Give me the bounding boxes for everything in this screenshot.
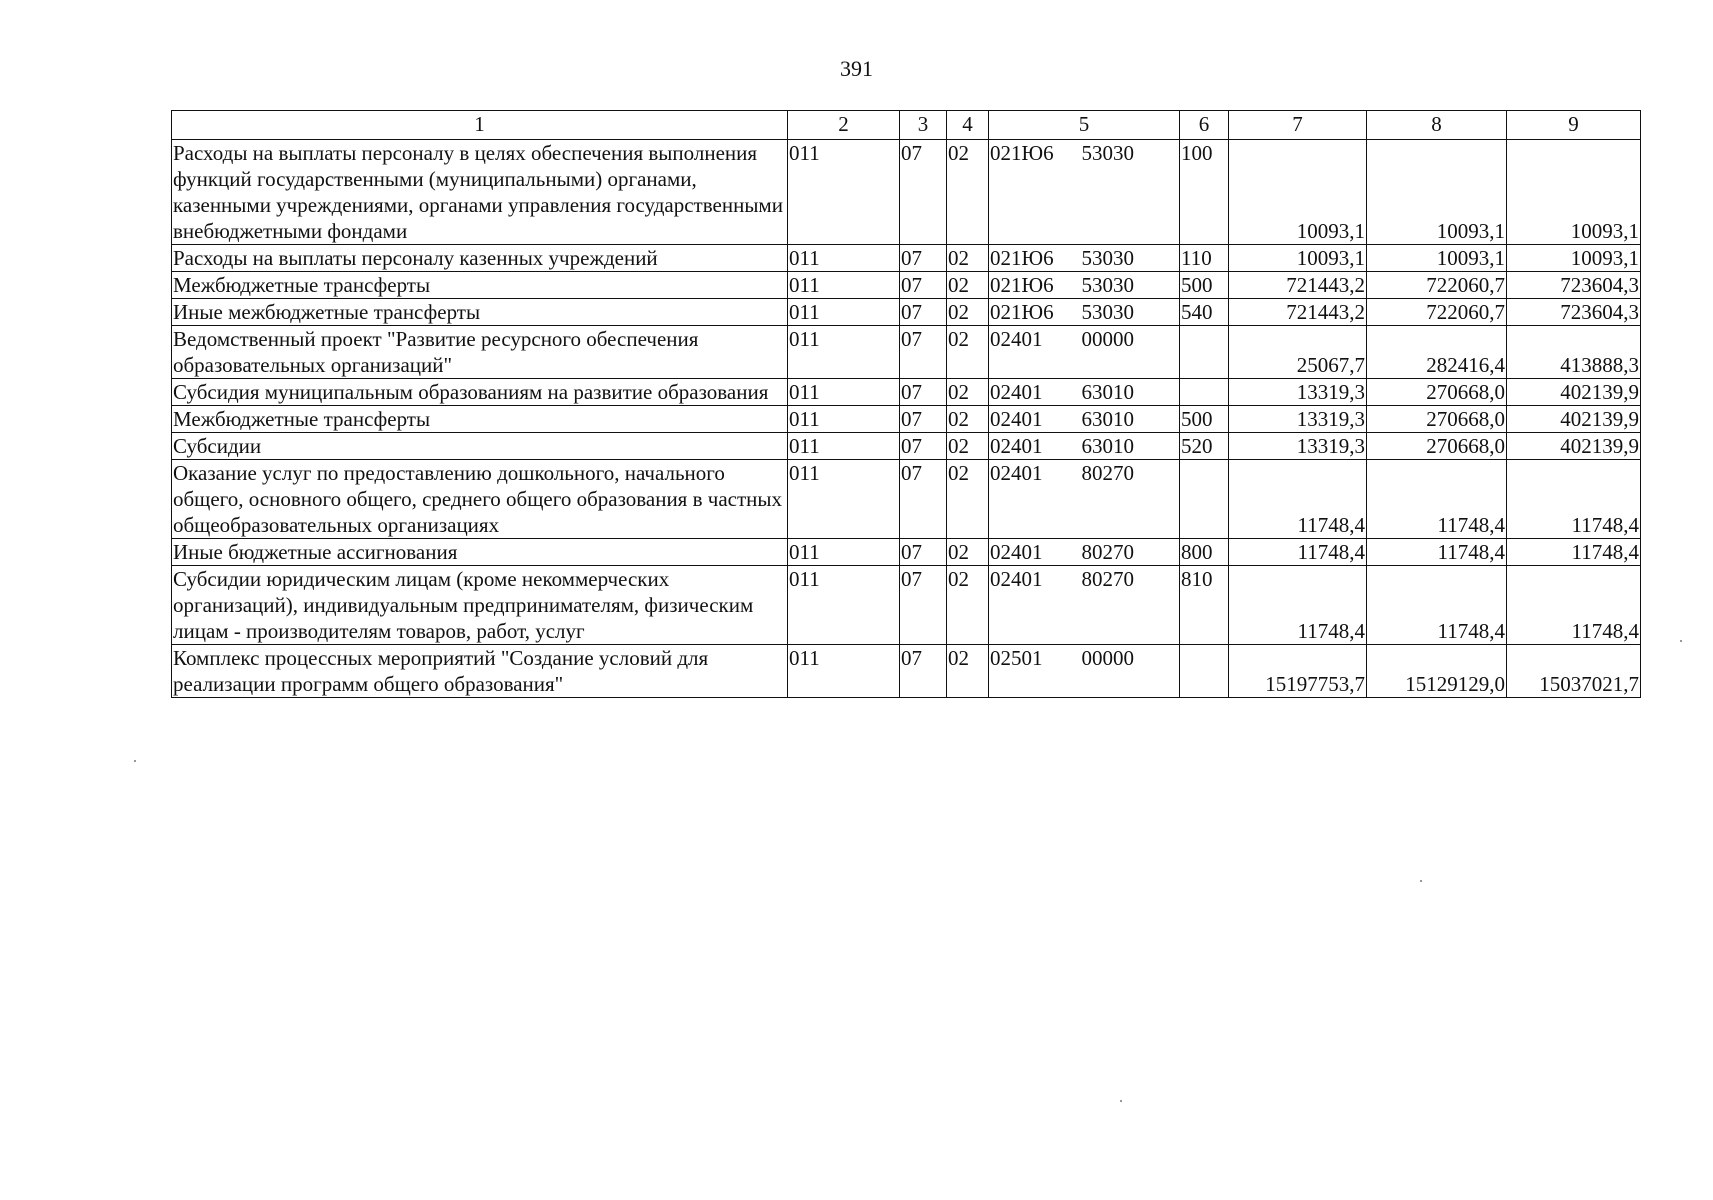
table-row (172, 272, 1641, 299)
item-name: Оказание услуг по предоставлению дошкольного, начального общего, основного общего, среднего общего образования в частных общеобразовательных организациях (172, 460, 788, 539)
code-ministry: 011 (788, 326, 900, 379)
code-section: 07 (900, 645, 947, 698)
code-ministry: 011 (788, 460, 900, 539)
scan-speck (1420, 880, 1422, 882)
col-header-6: 6 (1180, 111, 1229, 140)
col-header-8: 8 (1367, 111, 1507, 140)
code-target-direction: 00000 (1082, 645, 1180, 698)
col-header-7: 7 (1229, 111, 1367, 140)
code-section: 07 (900, 539, 947, 566)
col-header-4: 4 (947, 111, 989, 140)
col-header-5: 5 (989, 111, 1180, 140)
code-section: 07 (900, 406, 947, 433)
scan-speck (134, 760, 136, 762)
amount-col-8: 10093,1 (1367, 245, 1507, 272)
code-ministry: 011 (788, 272, 900, 299)
amount-col-7: 15197753,7 (1229, 645, 1367, 698)
code-expense-type (1180, 645, 1229, 698)
col-header-2: 2 (788, 111, 900, 140)
code-expense-type (1180, 379, 1229, 406)
code-section: 07 (900, 460, 947, 539)
code-section: 07 (900, 433, 947, 460)
amount-col-8: 15129129,0 (1367, 645, 1507, 698)
budget-table (171, 110, 1641, 698)
col-header-1: 1 (172, 111, 788, 140)
code-ministry: 011 (788, 379, 900, 406)
table-row (172, 645, 1641, 698)
item-name: Иные бюджетные ассигнования (172, 539, 788, 566)
table-row (172, 566, 1641, 645)
code-subsection: 02 (947, 566, 989, 645)
item-name: Иные межбюджетные трансферты (172, 299, 788, 326)
code-target-direction: 63010 (1082, 379, 1180, 406)
amount-col-9: 402139,9 (1507, 406, 1641, 433)
code-target-direction: 00000 (1082, 326, 1180, 379)
amount-col-7: 11748,4 (1229, 460, 1367, 539)
table-row (172, 326, 1641, 379)
col-header-9: 9 (1507, 111, 1641, 140)
code-target-direction: 80270 (1082, 460, 1180, 539)
item-name: Комплекс процессных мероприятий "Создание условий для реализации программ общего образования" (172, 645, 788, 698)
code-ministry: 011 (788, 539, 900, 566)
amount-col-9: 15037021,7 (1507, 645, 1641, 698)
code-section: 07 (900, 272, 947, 299)
item-name: Ведомственный проект "Развитие ресурсного обеспечения образовательных организаций" (172, 326, 788, 379)
amount-col-9: 10093,1 (1507, 245, 1641, 272)
scan-speck (1120, 1100, 1122, 1102)
code-target-direction: 53030 (1082, 272, 1180, 299)
code-ministry: 011 (788, 566, 900, 645)
code-section: 07 (900, 140, 947, 245)
amount-col-8: 270668,0 (1367, 433, 1507, 460)
scan-speck (1680, 640, 1682, 642)
code-expense-type: 110 (1180, 245, 1229, 272)
code-target-program: 02401 (989, 460, 1082, 539)
item-name: Расходы на выплаты персоналу в целях обеспечения выполнения функций государственными (муниципальными) органами, казенными учреждениями, органами управления государственными внебюджетными фондами (172, 140, 788, 245)
amount-col-7: 25067,7 (1229, 326, 1367, 379)
code-subsection: 02 (947, 245, 989, 272)
code-target-direction: 80270 (1082, 539, 1180, 566)
amount-col-9: 11748,4 (1507, 460, 1641, 539)
amount-col-9: 11748,4 (1507, 539, 1641, 566)
code-target-program: 02401 (989, 379, 1082, 406)
code-expense-type (1180, 460, 1229, 539)
table-row (172, 433, 1641, 460)
code-ministry: 011 (788, 299, 900, 326)
code-target-direction: 53030 (1082, 299, 1180, 326)
code-subsection: 02 (947, 433, 989, 460)
table-row (172, 140, 1641, 245)
code-target-program: 021Ю6 (989, 299, 1082, 326)
code-target-program: 02401 (989, 433, 1082, 460)
table-body (172, 140, 1641, 698)
code-subsection: 02 (947, 272, 989, 299)
amount-col-8: 282416,4 (1367, 326, 1507, 379)
table-row (172, 539, 1641, 566)
code-target-direction: 63010 (1082, 406, 1180, 433)
code-target-direction: 53030 (1082, 245, 1180, 272)
col-header-3: 3 (900, 111, 947, 140)
code-section: 07 (900, 379, 947, 406)
code-target-program: 02401 (989, 539, 1082, 566)
code-target-program: 021Ю6 (989, 140, 1082, 245)
amount-col-8: 270668,0 (1367, 406, 1507, 433)
amount-col-8: 11748,4 (1367, 460, 1507, 539)
code-expense-type: 810 (1180, 566, 1229, 645)
code-subsection: 02 (947, 460, 989, 539)
code-subsection: 02 (947, 299, 989, 326)
amount-col-7: 10093,1 (1229, 140, 1367, 245)
table-row (172, 460, 1641, 539)
code-ministry: 011 (788, 406, 900, 433)
code-subsection: 02 (947, 379, 989, 406)
table-row (172, 299, 1641, 326)
code-target-program: 021Ю6 (989, 245, 1082, 272)
code-expense-type: 520 (1180, 433, 1229, 460)
amount-col-9: 723604,3 (1507, 272, 1641, 299)
amount-col-7: 13319,3 (1229, 433, 1367, 460)
amount-col-8: 722060,7 (1367, 272, 1507, 299)
code-target-program: 02501 (989, 645, 1082, 698)
amount-col-7: 13319,3 (1229, 379, 1367, 406)
code-ministry: 011 (788, 140, 900, 245)
code-expense-type: 500 (1180, 272, 1229, 299)
amount-col-7: 11748,4 (1229, 539, 1367, 566)
amount-col-8: 10093,1 (1367, 140, 1507, 245)
code-expense-type: 540 (1180, 299, 1229, 326)
amount-col-8: 270668,0 (1367, 379, 1507, 406)
code-target-program: 02401 (989, 406, 1082, 433)
code-subsection: 02 (947, 539, 989, 566)
code-section: 07 (900, 566, 947, 645)
amount-col-9: 11748,4 (1507, 566, 1641, 645)
code-target-program: 02401 (989, 326, 1082, 379)
code-ministry: 011 (788, 645, 900, 698)
code-ministry: 011 (788, 245, 900, 272)
code-expense-type (1180, 326, 1229, 379)
amount-col-7: 11748,4 (1229, 566, 1367, 645)
amount-col-9: 723604,3 (1507, 299, 1641, 326)
item-name: Расходы на выплаты персоналу казенных учреждений (172, 245, 788, 272)
amount-col-7: 721443,2 (1229, 272, 1367, 299)
page-number: 391 (840, 56, 873, 81)
amount-col-9: 413888,3 (1507, 326, 1641, 379)
code-section: 07 (900, 299, 947, 326)
table-row (172, 406, 1641, 433)
item-name: Субсидия муниципальным образованиям на развитие образования (172, 379, 788, 406)
code-expense-type: 500 (1180, 406, 1229, 433)
code-section: 07 (900, 245, 947, 272)
code-target-program: 02401 (989, 566, 1082, 645)
header-row (172, 111, 1641, 140)
code-target-direction: 63010 (1082, 433, 1180, 460)
amount-col-8: 11748,4 (1367, 539, 1507, 566)
code-expense-type: 100 (1180, 140, 1229, 245)
code-ministry: 011 (788, 433, 900, 460)
code-subsection: 02 (947, 406, 989, 433)
code-target-program: 021Ю6 (989, 272, 1082, 299)
amount-col-9: 402139,9 (1507, 433, 1641, 460)
code-section: 07 (900, 326, 947, 379)
table-row (172, 379, 1641, 406)
item-name: Субсидии (172, 433, 788, 460)
amount-col-9: 402139,9 (1507, 379, 1641, 406)
code-target-direction: 53030 (1082, 140, 1180, 245)
item-name: Субсидии юридическим лицам (кроме некоммерческих организаций), индивидуальным предпринимателям, физическим лицам - производителям товаров, работ, услуг (172, 566, 788, 645)
item-name: Межбюджетные трансферты (172, 406, 788, 433)
amount-col-7: 10093,1 (1229, 245, 1367, 272)
code-subsection: 02 (947, 645, 989, 698)
code-subsection: 02 (947, 326, 989, 379)
amount-col-8: 11748,4 (1367, 566, 1507, 645)
amount-col-8: 722060,7 (1367, 299, 1507, 326)
amount-col-9: 10093,1 (1507, 140, 1641, 245)
amount-col-7: 721443,2 (1229, 299, 1367, 326)
code-subsection: 02 (947, 140, 989, 245)
table-row (172, 245, 1641, 272)
item-name: Межбюджетные трансферты (172, 272, 788, 299)
code-expense-type: 800 (1180, 539, 1229, 566)
amount-col-7: 13319,3 (1229, 406, 1367, 433)
code-target-direction: 80270 (1082, 566, 1180, 645)
